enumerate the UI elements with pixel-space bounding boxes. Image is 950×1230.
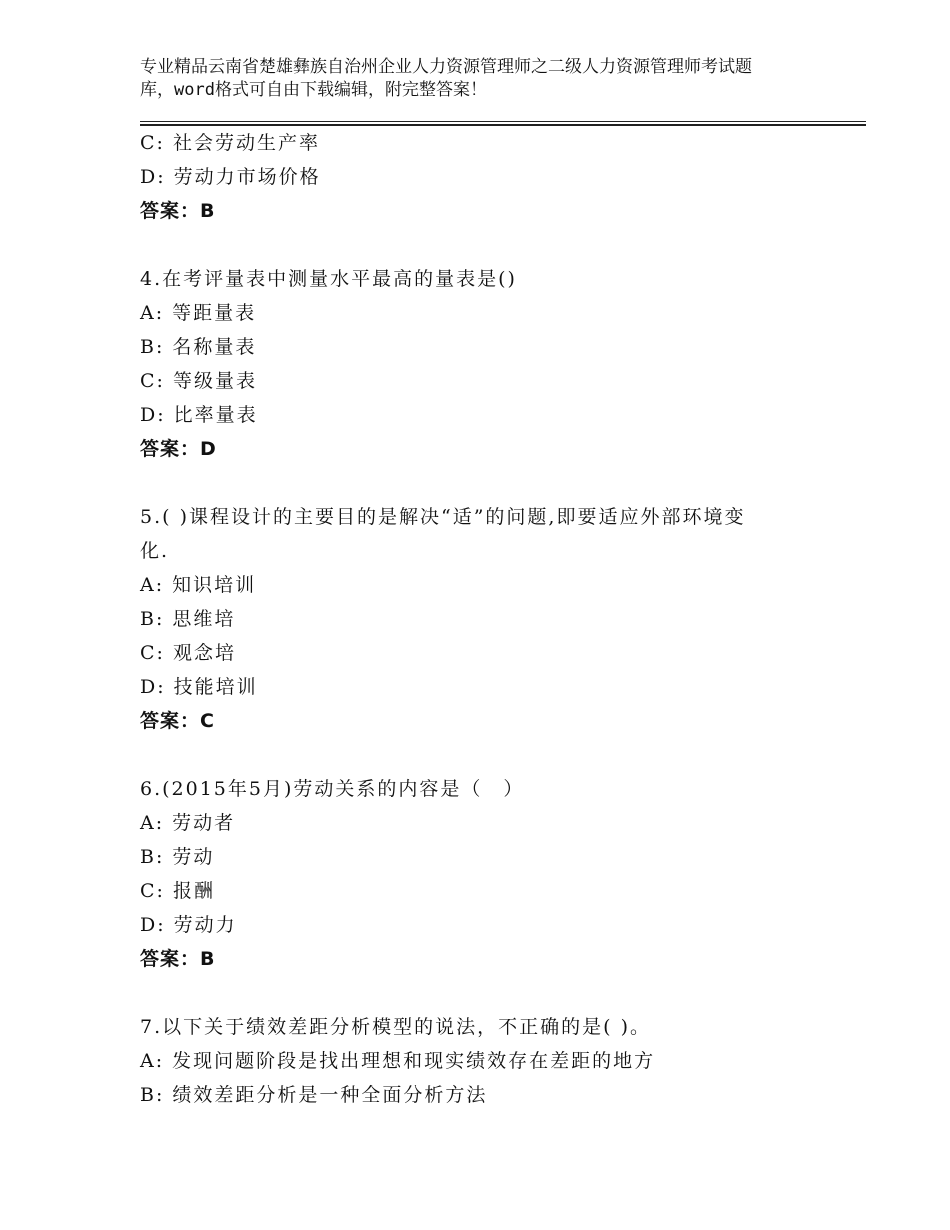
question-4 xyxy=(140,262,840,466)
option-b: B: 劳动 xyxy=(140,846,215,868)
answer: 答案：D xyxy=(140,438,217,460)
option-c: C: 观念培 xyxy=(140,642,236,664)
question-3 xyxy=(140,126,840,228)
question-text: 6.(2015年5月)劳动关系的内容是（ ） xyxy=(140,778,525,800)
option-a: A: 等距量表 xyxy=(140,302,257,324)
spacer xyxy=(140,738,840,772)
spacer xyxy=(140,228,840,262)
answer: 答案：B xyxy=(140,948,216,970)
spacer xyxy=(140,466,840,500)
question-text-line-1: 5.( )课程设计的主要目的是解决“适”的问题,即要适应外部环境变 xyxy=(140,506,746,528)
header-line-2: 库，word格式可自由下载编辑，附完整答案！ xyxy=(140,80,487,100)
question-text-line-2: 化. xyxy=(140,540,170,562)
question-7 xyxy=(140,1010,840,1112)
header-rule-thin xyxy=(140,121,866,122)
question-list xyxy=(140,126,840,1112)
option-c: C: 报酬 xyxy=(140,880,215,902)
question-text: 4.在考评量表中测量水平最高的量表是() xyxy=(140,268,517,290)
answer: 答案：C xyxy=(140,710,215,732)
question-text: 7.以下关于绩效差距分析模型的说法，不正确的是( )。 xyxy=(140,1016,651,1038)
answer: 答案：B xyxy=(140,200,216,222)
spacer xyxy=(140,976,840,1010)
option-d: D: 劳动力市场价格 xyxy=(140,166,321,188)
option-d: D: 劳动力 xyxy=(140,914,237,936)
option-a: A: 劳动者 xyxy=(140,812,236,834)
option-a: A: 发现问题阶段是找出理想和现实绩效存在差距的地方 xyxy=(140,1050,656,1072)
question-6 xyxy=(140,772,840,976)
header-line-1: 专业精品云南省楚雄彝族自治州企业人力资源管理师之二级人力资源管理师考试题 xyxy=(140,57,752,77)
option-c: C: 等级量表 xyxy=(140,370,257,392)
document-header xyxy=(140,56,840,102)
option-b: B: 思维培 xyxy=(140,608,236,630)
option-b: B: 绩效差距分析是一种全面分析方法 xyxy=(140,1084,488,1106)
option-c: C: 社会劳动生产率 xyxy=(140,132,320,154)
question-5 xyxy=(140,500,840,738)
option-b: B: 名称量表 xyxy=(140,336,257,358)
option-d: D: 技能培训 xyxy=(140,676,258,698)
option-a: A: 知识培训 xyxy=(140,574,257,596)
option-d: D: 比率量表 xyxy=(140,404,258,426)
